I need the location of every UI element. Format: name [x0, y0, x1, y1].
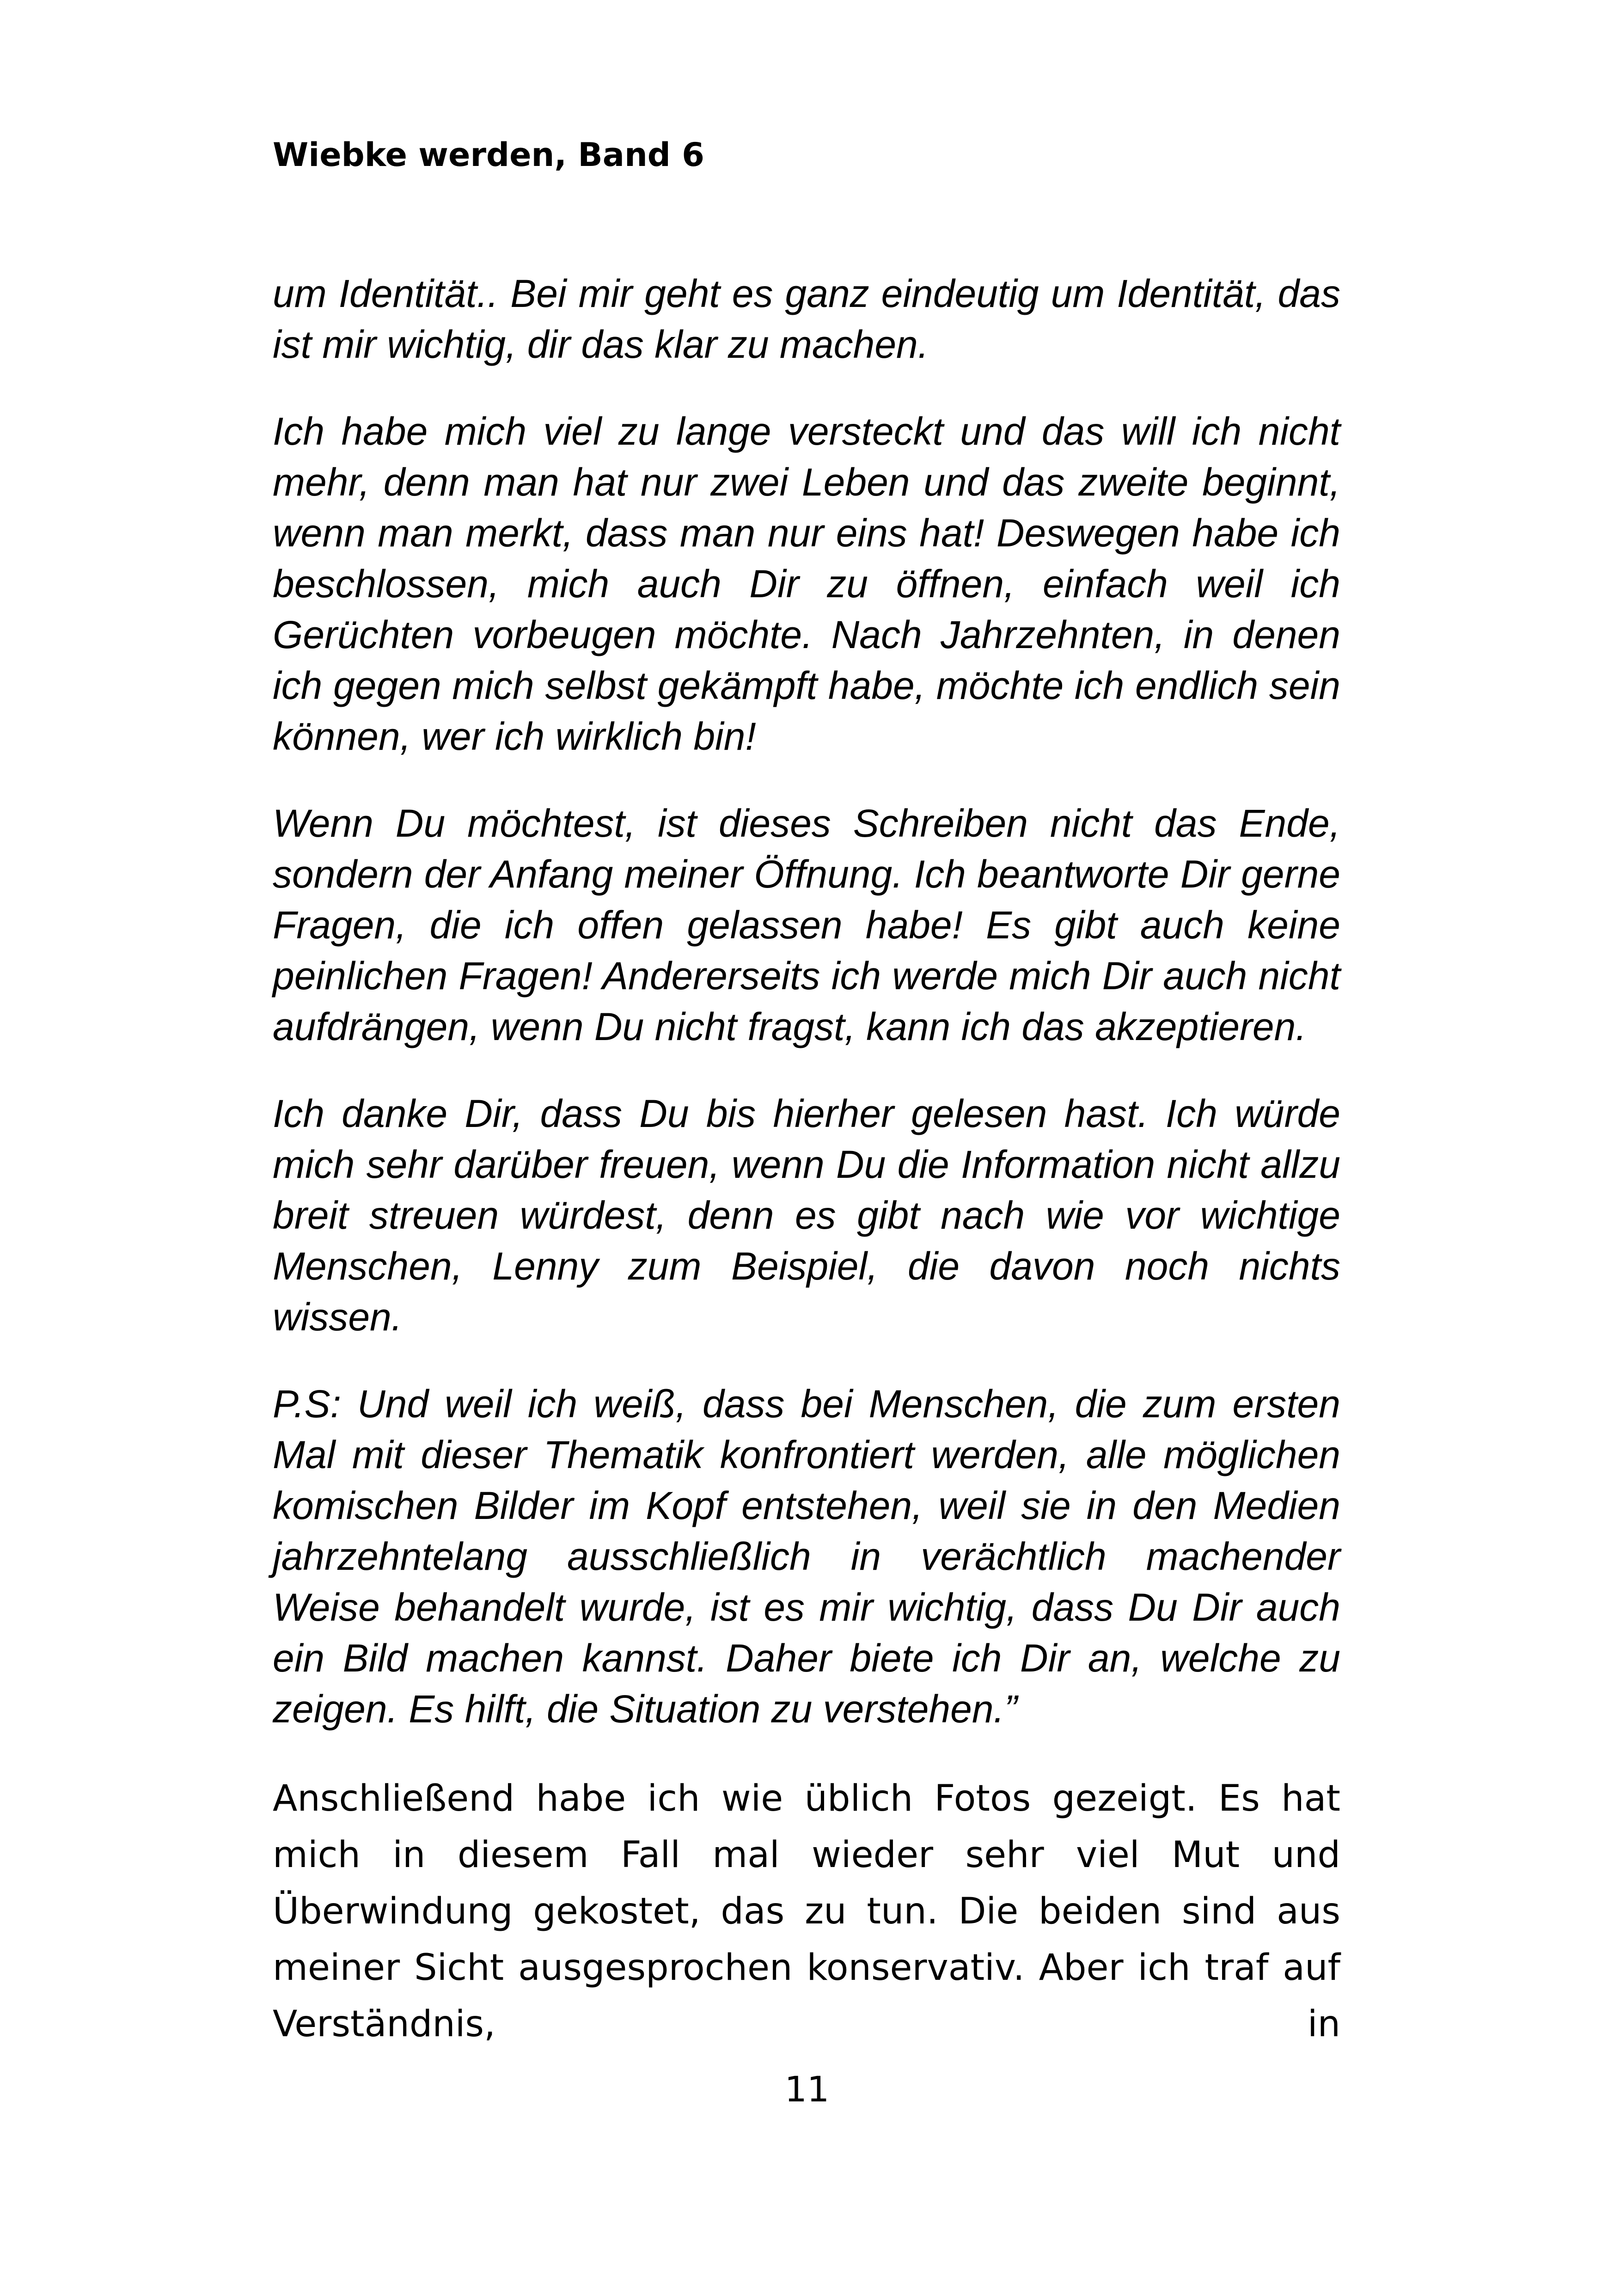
letter-paragraph-2: Ich habe mich viel zu lange versteckt und das will ich nicht mehr, denn man hat nur zwei Leben und das zweite beginnt, wenn man merkt, dass man nur eins hat! Deswegen habe ich beschlossen, mich auch Dir zu öffnen, einfach weil ich Gerüchten vorbeugen möchte. Nach Jahrzehnten, in denen ich gegen mich selbst gekämpft habe, möchte ich endlich sein können, wer ich wirklich bin! [273, 410, 1340, 758]
letter-postscript: P.S: Und weil ich weiß, dass bei Menschen, die zum ersten Mal mit dieser Thematik konfrontiert werden, alle möglichen komischen Bilder im Kopf entstehen, weil sie in den Medien jahrzehntelang ausschließlich in verächtlich machender Weise behandelt wurde, ist es mir wichtig, dass Du Dir auch ein Bild machen kannst. Daher biete ich Dir an, welche zu zeigen. Es hilft, die Situation zu verstehen.” [273, 1382, 1340, 1731]
narrative-paragraph: Anschließend habe ich wie üblich Fotos gezeigt. Es hat mich in diesem Fall mal wieder sehr viel Mut und Überwindung gekostet, das zu tun. Die beiden sind aus meiner Sicht ausgesprochen konservativ. Aber ich traf auf Verständnis, in [273, 1778, 1340, 2045]
page-body [273, 268, 1340, 2052]
running-header: Wiebke werden, Band 6 [273, 136, 704, 174]
page-number: 11 [784, 2069, 830, 2110]
letter-paragraph-1: um Identität.. Bei mir geht es ganz eindeutig um Identität, das ist mir wichtig, dir das klar zu machen. [273, 272, 1340, 366]
letter-paragraph-3: Wenn Du möchtest, ist dieses Schreiben nicht das Ende, sondern der Anfang meiner Öffnung. Ich beantworte Dir gerne Fragen, die ich offen gelassen habe! Es gibt auch keine peinlichen Fragen! Andererseits ich werde mich Dir auch nicht aufdrängen, wenn Du nicht fragst, kann ich das akzeptieren. [273, 802, 1340, 1048]
letter-paragraph-4: Ich danke Dir, dass Du bis hierher gelesen hast. Ich würde mich sehr darüber freuen, wenn Du die Information nicht allzu breit streuen würdest, denn es gibt nach wie vor wichtige Menschen, Lenny zum Beispiel, die davon noch nichts wissen. [273, 1092, 1340, 1339]
